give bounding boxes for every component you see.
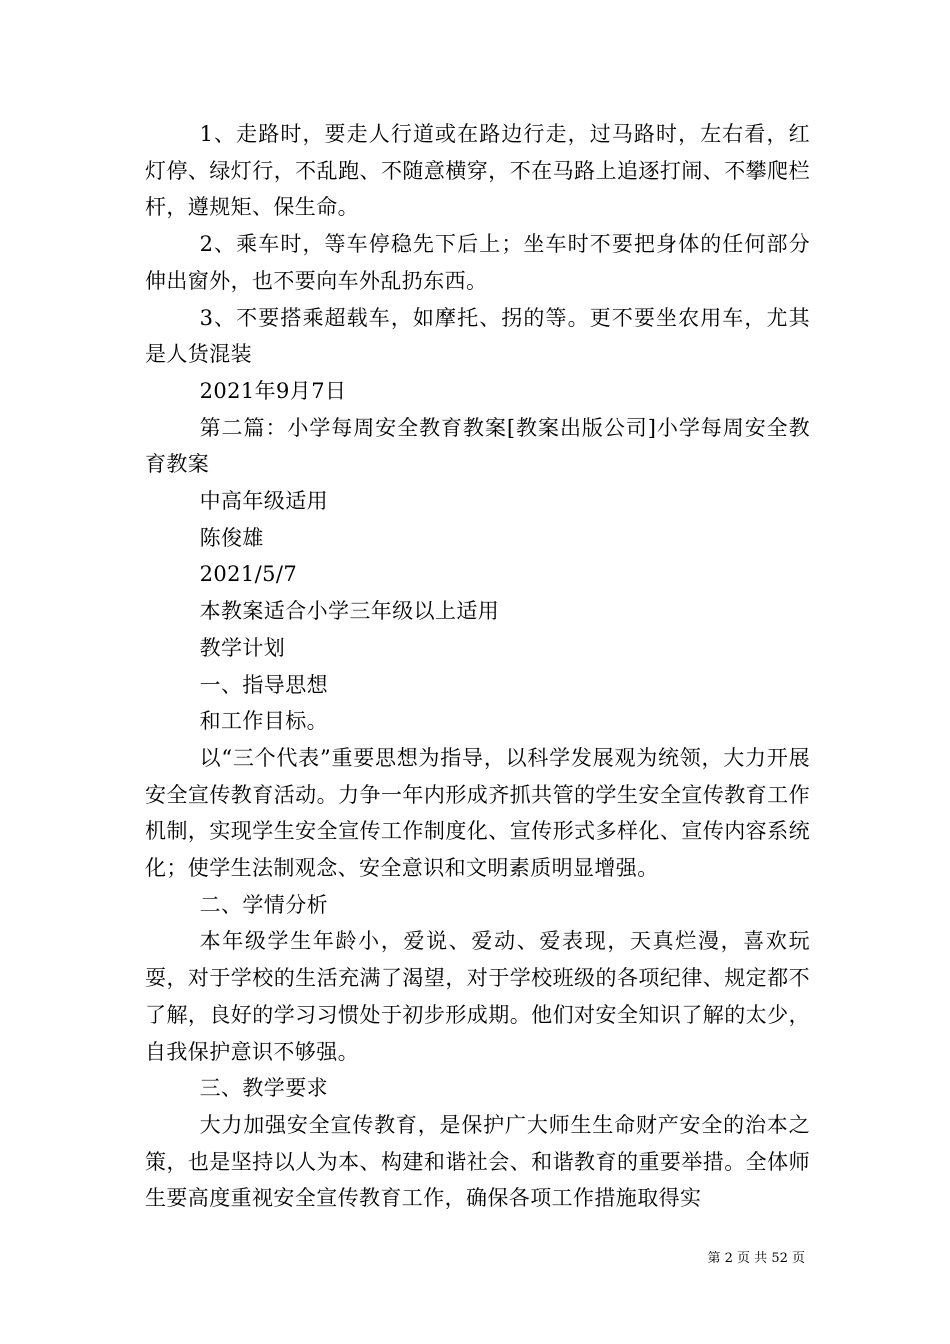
paragraph-walking-rules: 1、走路时，要走人行道或在路边行走，过马路时，左右看，红灯停、绿灯行，不乱跑、不随意横穿，不在马路上追逐打闹、不攀爬栏杆，遵规矩、保生命。: [145, 122, 810, 220]
paragraph-ideology-body: 以“三个代表”重要思想为指导，以科学发展观为统领，大力开展安全宣传教育活动。力争一年内形成齐抓共管的学生安全宣传教育工作机制，实现学生安全宣传工作制度化、宣传形式多样化、宣传内容系统化；使学生法制观念、安全意识和文明素质明显增强。: [145, 745, 810, 881]
heading-guiding-ideology: 一、指导思想: [199, 672, 328, 697]
paragraph-second-article-title: 第二篇：小学每周安全教育教案[教案出版公司]小学每周安全教育教案: [145, 415, 810, 477]
document-body: [145, 116, 810, 1217]
heading-student-analysis: 二、学情分析: [199, 892, 328, 917]
paragraph-teaching-plan: 教学计划: [199, 635, 286, 660]
paragraph-riding-rules: 2、乘车时，等车停稳先下后上；坐车时不要把身体的任何部分伸出窗外，也不要向车外乱扔东西。: [145, 232, 810, 293]
paragraph-author: 陈俊雄: [199, 525, 264, 550]
page-number-footer: 第 2 页 共 52 页: [707, 1251, 805, 1266]
paragraph-grade-scope: 中高年级适用: [199, 489, 328, 514]
paragraph-date: 2021年9月7日: [199, 378, 347, 403]
paragraph-student-analysis: 本年级学生年龄小，爱说、爱动、爱表现，天真烂漫，喜欢玩耍，对于学校的生活充满了渴望，对于学校班级的各项纪律、规定都不了解，良好的学习习惯处于初步形成期。他们对安全知识了解的太少，自我保护意识不够强。: [145, 929, 810, 1064]
paragraph-applicability: 本教案适合小学三年级以上适用: [199, 599, 500, 624]
heading-teaching-requirements: 三、教学要求: [199, 1076, 328, 1101]
paragraph-author-date: 2021/5/7: [199, 562, 298, 587]
paragraph-teaching-requirements: 大力加强安全宣传教育，是保护广大师生生命财产安全的治本之策，也是坚持以人为本、构建和谐社会、和谐教育的重要举措。全体师生要高度重视安全宣传教育工作，确保各项工作措施取得实: [145, 1112, 810, 1211]
paragraph-work-goals: 和工作目标。: [199, 709, 328, 734]
paragraph-overloaded-vehicles: 3、不要搭乘超载车，如摩托、拐的等。更不要坐农用车，尤其是人货混装: [145, 305, 810, 367]
